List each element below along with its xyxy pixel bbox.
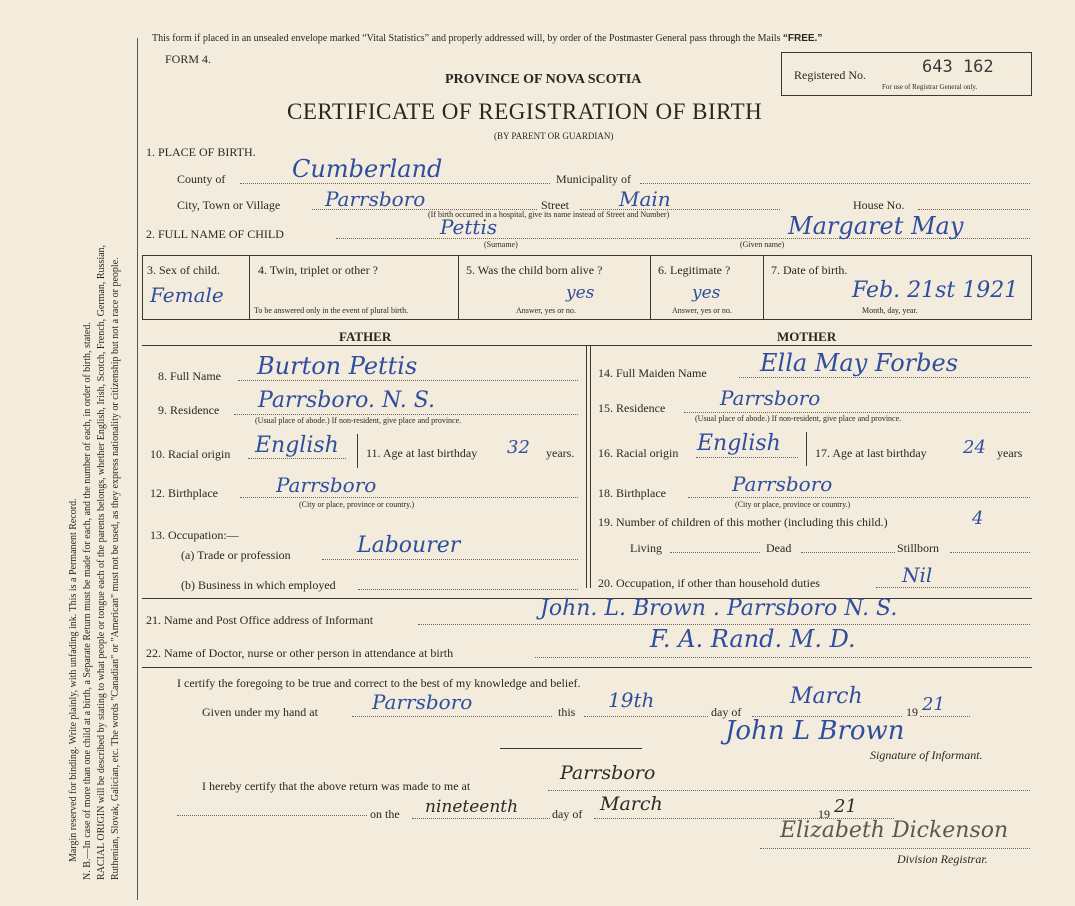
legitimate-value: yes (692, 283, 721, 303)
twin-note: To be answered only in the event of plural birth. (254, 306, 409, 315)
registrar-certify-line: I hereby certify that the above return was made to me at (202, 779, 471, 793)
father-race-label: 10. Racial origin (150, 447, 231, 461)
doctor-label: 22. Name of Doctor, nurse or other person in attendance at birth (146, 646, 454, 660)
mother-residence-value: Parrsboro (720, 386, 821, 410)
sex-label: 3. Sex of child. (147, 263, 220, 277)
registrar-day-value: nineteenth (425, 797, 519, 817)
date-of-birth-value: Feb. 21st 1921 (852, 278, 1019, 303)
business-label: (b) Business in which employed (181, 578, 336, 592)
mother-birthplace-label: 18. Birthplace (598, 486, 666, 500)
date-of-birth-label: 7. Date of birth. (771, 263, 848, 277)
county-value: Cumberland (292, 155, 443, 183)
given-month-value: March (790, 684, 863, 709)
given-year-prefix: 19 (906, 705, 918, 719)
page-title: CERTIFICATE OF REGISTRATION OF BIRTH (287, 99, 763, 124)
hospital-note: (If birth occurred in a hospital, give its name instead of Street and Number) (428, 210, 670, 219)
registrar-place-value: Parrsboro (560, 762, 656, 784)
margin-note-3: RACIAL ORIGIN will be described by stating to what people or tongue each of the parents belongs, whether English, Irish, Scotch, French, German, Russian, (96, 244, 107, 880)
mother-race-label: 16. Racial origin (598, 446, 679, 460)
margin-note-1: Margin reserved for binding. Write plainly, with unfading ink. This is a Permanent Record. (68, 498, 79, 862)
province-heading: PROVINCE OF NOVA SCOTIA (445, 72, 642, 87)
stillborn-label: Stillborn (897, 541, 940, 555)
informant-value: John. L. Brown . Parrsboro N. S. (540, 596, 898, 621)
mother-years: years (997, 446, 1023, 460)
margin-note-4: Ruthenian, Slovak, Galician, etc. The words "Canadian" or "American" must not be used, as they express nationality or citizenship but not a race or people. (110, 257, 121, 880)
father-residence-value: Parrsboro. N. S. (258, 388, 436, 413)
dead-label: Dead (766, 541, 792, 555)
father-birthplace-value: Parrsboro (276, 473, 377, 497)
city-value: Parrsboro (325, 187, 426, 211)
on-the-label: on the (370, 807, 400, 821)
mother-age-value: 24 (963, 437, 986, 458)
father-heading: FATHER (339, 329, 392, 344)
trade-label: (a) Trade or profession (181, 548, 291, 562)
trade-value: Labourer (357, 533, 461, 558)
father-name-value: Burton Pettis (257, 352, 418, 380)
county-label: County of (177, 172, 226, 186)
mother-birthplace-value: Parrsboro (732, 472, 833, 496)
given-caption: (Given name) (740, 240, 785, 249)
sex-value: Female (150, 283, 224, 307)
mother-race-value: English (697, 431, 781, 456)
street-label: Street (541, 198, 569, 212)
father-years: years. (546, 446, 575, 460)
surname-caption: (Surname) (484, 240, 518, 249)
alive-label: 5. Was the child born alive ? (466, 263, 603, 277)
children-count-value: 4 (972, 508, 984, 529)
mail-note: This form if placed in an unsealed envelope marked “Vital Statistics” and properly addressed will, by order of the Postmaster General pass through the Mails “FREE.” (152, 33, 823, 44)
doctor-value: F. A. Rand. M. D. (650, 625, 856, 653)
mother-name-value: Ella May Forbes (760, 349, 959, 377)
father-race-value: English (255, 433, 339, 458)
legitimate-note: Answer, yes or no. (672, 306, 732, 315)
day-of-label: day of (711, 705, 742, 719)
given-year-value: 21 (922, 694, 945, 715)
registrar-day-of-label: day of (552, 807, 583, 821)
father-occupation-label: 13. Occupation:— (150, 528, 239, 542)
child-surname: Pettis (440, 215, 498, 239)
mother-birthplace-note: (City or place, province or country.) (735, 500, 851, 509)
alive-value: yes (566, 283, 595, 303)
legitimate-label: 6. Legitimate ? (658, 263, 731, 277)
registrar-use-note: For use of Registrar General only. (882, 83, 978, 91)
margin-notes (0, 0, 140, 906)
informant-signature-label: Signature of Informant. (870, 748, 983, 762)
city-label: City, Town or Village (177, 198, 281, 212)
registered-number: 643 162 (922, 57, 994, 77)
this-label: this (558, 705, 576, 719)
house-label: House No. (853, 198, 905, 212)
father-name-label: 8. Full Name (158, 369, 221, 383)
mother-residence-note: (Usual place of abode.) If non-resident, give place and province. (695, 414, 902, 423)
father-age-label: 11. Age at last birthday (366, 446, 478, 460)
registered-label: Registered No. (794, 68, 866, 82)
child-name-label: 2. FULL NAME OF CHILD (146, 227, 284, 241)
living-label: Living (630, 541, 662, 555)
father-age-value: 32 (507, 437, 530, 458)
registrar-month-value: March (600, 793, 663, 815)
mother-occupation-value: Nil (902, 563, 933, 587)
certify-line: I certify the foregoing to be true and correct to the best of my knowledge and belief. (177, 676, 581, 690)
given-under-label: Given under my hand at (202, 705, 318, 719)
registrar-signature: Elizabeth Dickenson (780, 818, 1009, 843)
father-birthplace-label: 12. Birthplace (150, 486, 218, 500)
date-of-birth-note: Month, day, year. (862, 306, 918, 315)
informant-signature: John L Brown (725, 716, 905, 746)
page-subtitle: (BY PARENT OR GUARDIAN) (494, 131, 614, 141)
given-place-value: Parrsboro (372, 690, 473, 714)
registrar-year-value: 21 (834, 796, 857, 817)
mother-residence-label: 15. Residence (598, 401, 666, 415)
place-of-birth-label: 1. PLACE OF BIRTH. (146, 145, 256, 159)
mother-age-label: 17. Age at last birthday (815, 446, 927, 460)
margin-rule (137, 38, 138, 900)
mother-occupation-label: 20. Occupation, if other than household duties (598, 576, 820, 590)
mother-name-label: 14. Full Maiden Name (598, 366, 707, 380)
registrar-year-prefix: 19 (818, 807, 830, 821)
street-value: Main (619, 187, 671, 211)
informant-label: 21. Name and Post Office address of Informant (146, 613, 374, 627)
child-given-name: Margaret May (788, 212, 964, 240)
alive-note: Answer, yes or no. (516, 306, 576, 315)
children-count-label: 19. Number of children of this mother (including this child.) (598, 515, 888, 529)
twin-label: 4. Twin, triplet or other ? (258, 263, 378, 277)
registration-box (781, 52, 1032, 96)
form-number: FORM 4. (165, 52, 212, 66)
margin-note-2: N. B.—In case of more than one child at a birth, a Separate Return must be made for each, and the number of each, in order of birth, stated. (82, 322, 93, 880)
father-residence-label: 9. Residence (158, 403, 220, 417)
registrar-signature-label: Division Registrar. (897, 852, 988, 866)
father-birthplace-note: (City or place, province or country.) (299, 500, 415, 509)
municipality-label: Municipality of (556, 172, 631, 186)
mother-heading: MOTHER (777, 329, 837, 344)
father-residence-note: (Usual place of abode.) If non-resident, give place and province. (255, 416, 462, 425)
given-day-value: 19th (608, 688, 655, 712)
